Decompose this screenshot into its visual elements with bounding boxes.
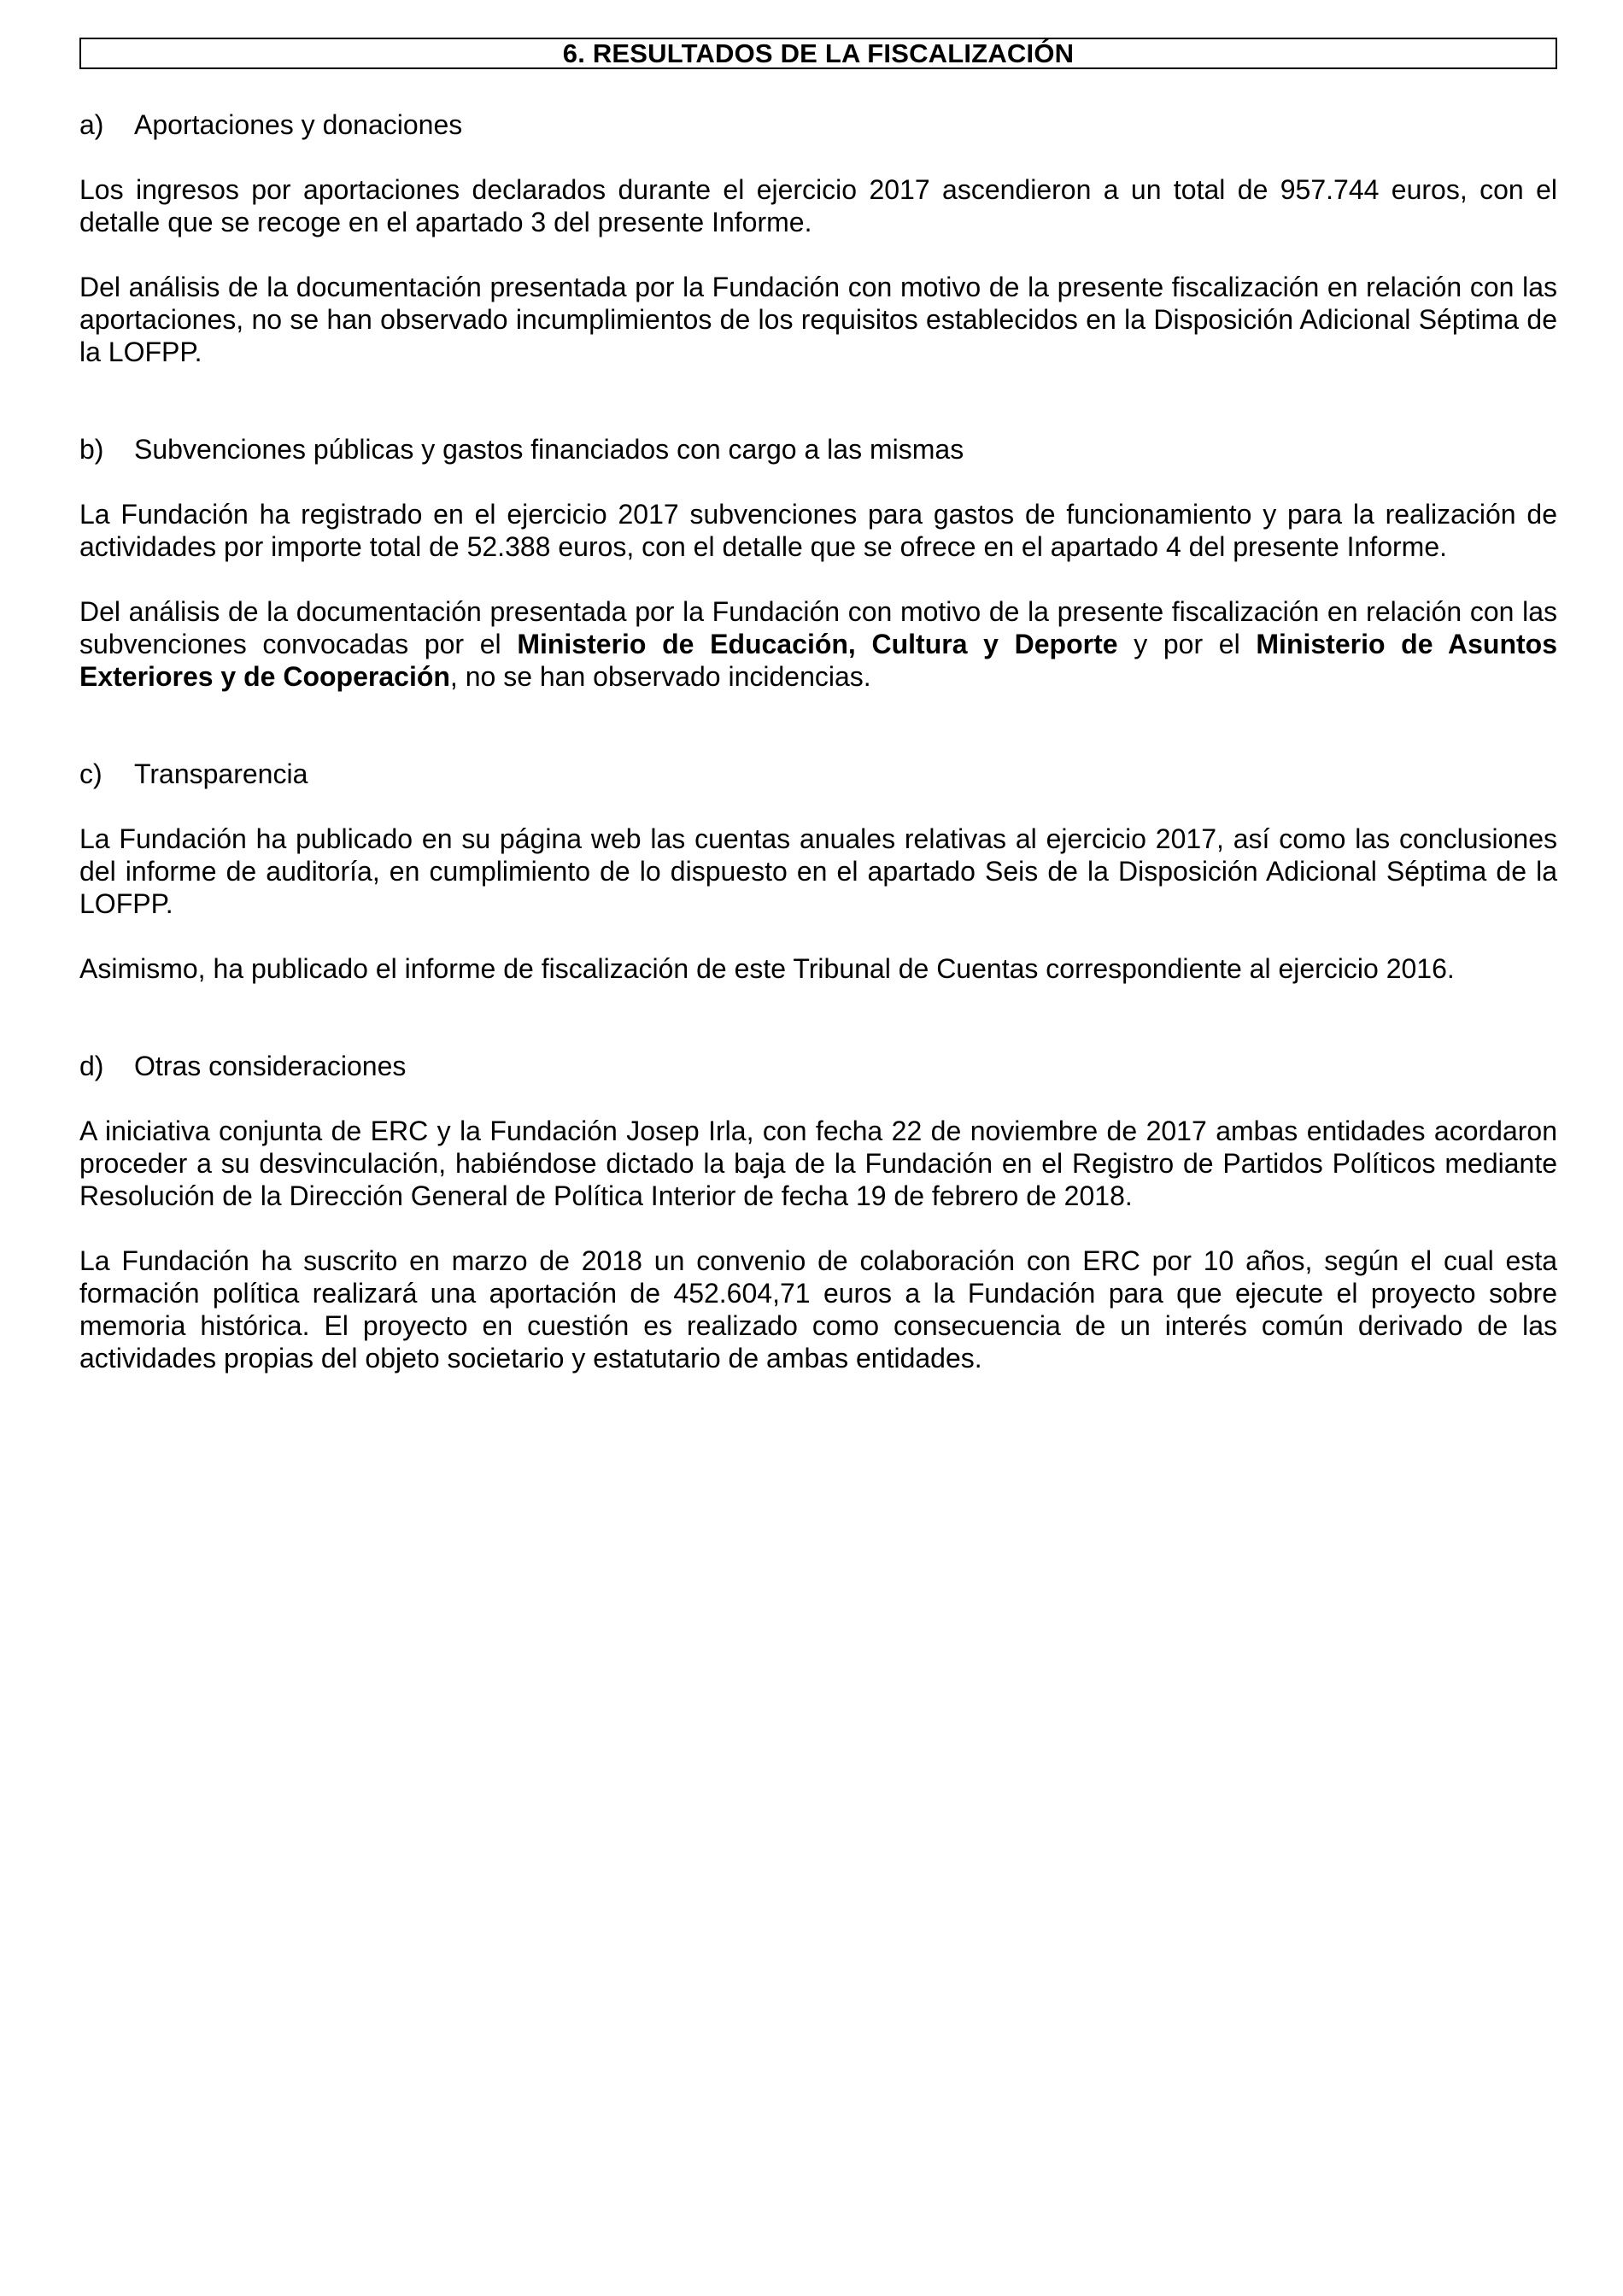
section-letter-a: a) xyxy=(79,109,104,140)
ministry-foreign-affairs-name: Ministerio de Asuntos Exteriores y de Cooperación xyxy=(79,629,1558,692)
paragraph-c-1: La Fundación ha publicado en su página web las cuentas anuales relativas al ejercicio 2017, así como las conclusiones del informe de auditoría, en cumplimiento de lo dispuesto en el apartado Seis de la Disposición Adicional Séptima de la LOFPP. xyxy=(79,823,1557,919)
section-heading-b xyxy=(79,433,1557,466)
paragraph-b-2-part2: y por el xyxy=(1117,629,1257,659)
ministry-education-name: Ministerio de Educación, Cultura y Deporte xyxy=(517,629,1118,659)
paragraph-a-1: Los ingresos por aportaciones declarados durante el ejercicio 2017 ascendieron a un total de 957.744 euros, con el detalle que se recoge en el apartado 3 del presente Informe. xyxy=(79,174,1557,237)
section-letter-b: b) xyxy=(79,434,104,465)
section-heading-text-c: Transparencia xyxy=(134,758,308,789)
document-page xyxy=(79,38,1557,1374)
section-heading-c xyxy=(79,758,1557,790)
section-heading-text-d: Otras consideraciones xyxy=(134,1051,407,1081)
paragraph-c-2: Asimismo, ha publicado el informe de fiscalización de este Tribunal de Cuentas correspondiente al ejercicio 2016. xyxy=(79,953,1455,984)
section-heading-text-b: Subvenciones públicas y gastos financiados con cargo a las mismas xyxy=(134,434,964,465)
section-letter-c: c) xyxy=(79,758,103,789)
section-title: 6. RESULTADOS DE LA FISCALIZACIÓN xyxy=(79,38,1557,69)
paragraph-a-2: Del análisis de la documentación presentada por la Fundación con motivo de la presente fiscalización en relación con las aportaciones, no se han observado incumplimientos de los requisitos establecidos en la Disposición Adicional Séptima de la LOFPP. xyxy=(79,272,1557,367)
section-letter-d: d) xyxy=(79,1051,104,1081)
paragraph-b-1: La Fundación ha registrado en el ejercicio 2017 subvenciones para gastos de funcionamiento y para la realización de actividades por importe total de 52.388 euros, con el detalle que se ofrece en el apartado 4 del presente Informe. xyxy=(79,499,1557,562)
section-heading-d xyxy=(79,1050,1557,1082)
paragraph-b-2-part1: Del análisis de la documentación presentada por la Fundación con motivo de la presente fiscalización en relación con las subvenciones convocadas por el xyxy=(79,596,1557,659)
paragraph-d-2: La Fundación ha suscrito en marzo de 2018 un convenio de colaboración con ERC por 10 años, según el cual esta formación política realizará una aportación de 452.604,71 euros a la Fundación para que ejecute el proyecto sobre memoria histórica. El proyecto en cuestión es realizado como consecuencia de un interés común derivado de las actividades propias del objeto societario y estatutario de ambas entidades. xyxy=(79,1245,1557,1374)
paragraph-d-1: A iniciativa conjunta de ERC y la Fundación Josep Irla, con fecha 22 de noviembre de 2017 ambas entidades acordaron proceder a su desvinculación, habiéndose dictado la baja de la Fundación en el Registro de Partidos Políticos mediante Resolución de la Dirección General de Política Interior de fecha 19 de febrero de 2018. xyxy=(79,1116,1557,1211)
section-heading-text-a: Aportaciones y donaciones xyxy=(134,109,463,140)
section-heading-a xyxy=(79,108,1557,141)
paragraph-b-2 xyxy=(79,595,1557,693)
paragraph-b-2-part3: , no se han observado incidencias. xyxy=(449,661,871,692)
